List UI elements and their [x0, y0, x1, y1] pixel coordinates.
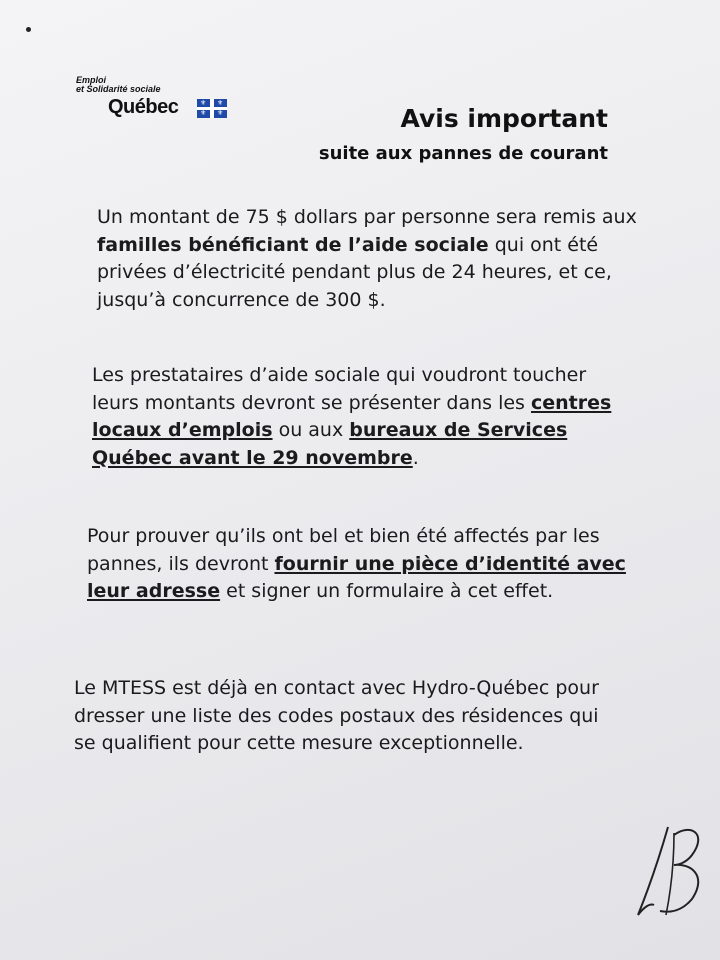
fleurdelise-flag-icon: ⚜ ⚜ ⚜ ⚜ — [197, 99, 227, 118]
paragraph-mtess: Le MTESS est déjà en contact avec Hydro-Québec pour dresser une liste des codes postaux des résidences qui se qualifient pour cette mesure exceptionnelle. — [74, 677, 599, 754]
notice-title: Avis important — [400, 104, 608, 133]
ministry-line-2: et Solidarité sociale — [76, 84, 161, 94]
ministry-line-1: Emploi — [76, 75, 107, 85]
id-requirement: fournir une pièce d’identité avec leur adresse — [87, 552, 626, 602]
paragraph-proof: Pour prouver qu’ils ont bel et bien été affectés par les pannes, ils devront fournir une pièce d’identité avec leur adresse et signer un formulaire à cet effet. — [87, 525, 626, 602]
services-quebec-deadline: bureaux de Services Québec avant le 29 novembre — [92, 419, 568, 469]
quebec-logo — [76, 76, 256, 126]
local-employment-centers: centres locaux d’emplois — [92, 391, 612, 441]
paragraph-amount: Un montant de 75 $ dollars par personne sera remis aux familles bénéficiant de l’aide sociale qui ont été privées d’électricité pendant plus de 24 heures, et ce, jusqu’à concurrence de 300 $. — [97, 206, 637, 311]
punch-dot — [26, 27, 31, 32]
quebec-wordmark: Québec — [108, 96, 179, 118]
beneficiaries-emphasis: familles bénéficiant de l’aide sociale — [97, 233, 489, 256]
handwritten-signature — [630, 815, 710, 925]
paragraph-where: Les prestataires d’aide sociale qui voudront toucher leurs montants devront se présenter dans les centres locaux d’emplois ou aux bureaux de Services Québec avant le 29 novembre. — [92, 364, 612, 469]
notice-subtitle: suite aux pannes de courant — [318, 143, 608, 164]
